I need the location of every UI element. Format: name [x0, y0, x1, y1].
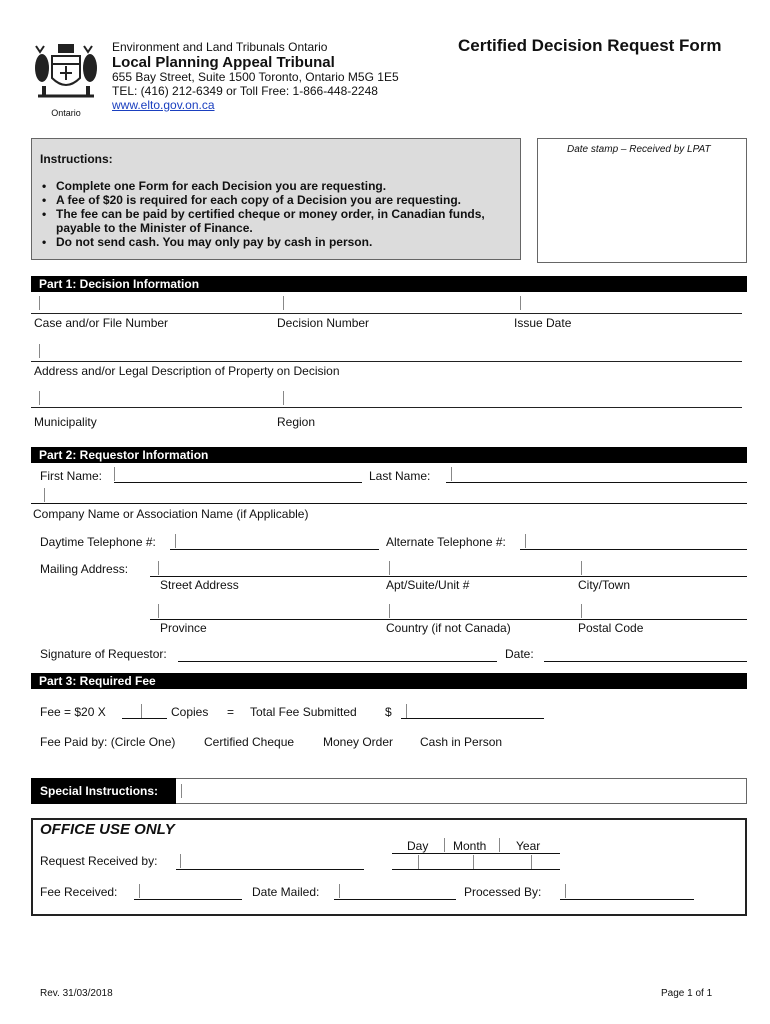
total-fee-cursor: [406, 704, 407, 718]
part1-row2-line: [31, 361, 742, 362]
day-label: Day: [407, 839, 429, 853]
postal-cursor: [581, 604, 582, 618]
instruction-item: • Complete one Form for each Decision you are requesting.: [40, 179, 520, 193]
first-name-cursor: [114, 467, 115, 481]
copies-field[interactable]: [122, 718, 167, 719]
daytime-phone-cursor: [175, 534, 176, 548]
company-cursor: [44, 488, 45, 502]
request-received-cursor: [180, 854, 181, 868]
mailing-address-label: Mailing Address:: [40, 562, 129, 576]
instructions-list: [40, 179, 520, 249]
part2-title: Part 2: Requestor Information: [39, 448, 209, 462]
date-stamp-box: [537, 138, 747, 263]
region-label: Region: [277, 415, 316, 429]
equals-sign: =: [227, 705, 235, 719]
form-title: Certified Decision Request Form: [458, 36, 722, 55]
instruction-item: • The fee can be paid by certified cheque or money order, in Canadian funds, payable to the Minister of Finance.: [40, 207, 520, 235]
mailing-address-line1[interactable]: [150, 576, 747, 577]
part3-title: Part 3: Required Fee: [39, 674, 156, 688]
date-divider-2: [499, 838, 500, 852]
province-cursor: [158, 604, 159, 618]
instruction-item: • Do not send cash. You may only pay by cash in person.: [40, 235, 520, 249]
alternate-phone-label: Alternate Telephone #:: [386, 535, 506, 549]
month-label: Month: [453, 839, 487, 853]
special-instructions-cursor: [181, 784, 182, 798]
day-cursor: [418, 855, 419, 869]
processed-by-cursor: [565, 884, 566, 898]
organization-name: Environment and Land Tribunals Ontario: [112, 40, 328, 54]
issue-date-label: Issue Date: [514, 316, 572, 330]
special-instructions-label: Special Instructions:: [40, 784, 159, 798]
company-field[interactable]: [31, 503, 747, 504]
request-received-label: Request Received by:: [40, 854, 158, 868]
option-certified-cheque[interactable]: Certified Cheque: [204, 735, 295, 749]
page-number: Page 1 of 1: [661, 988, 713, 999]
signature-field[interactable]: [178, 661, 497, 662]
case-file-field[interactable]: [39, 296, 40, 310]
daytime-phone-label: Daytime Telephone #:: [40, 535, 156, 549]
country-label: Country (if not Canada): [386, 621, 511, 635]
date-received-field[interactable]: [392, 869, 560, 870]
mailing-address-line2[interactable]: [150, 619, 747, 620]
total-fee-label: Total Fee Submitted: [250, 705, 357, 719]
special-instructions-label-box: [31, 778, 176, 804]
fee-received-cursor: [139, 884, 140, 898]
year-cursor: [531, 855, 532, 869]
processed-by-field[interactable]: [560, 899, 694, 900]
office-use-title: OFFICE USE ONLY: [40, 821, 175, 838]
daytime-phone-field[interactable]: [170, 549, 379, 550]
part1-row3-line: [31, 407, 742, 408]
month-cursor: [473, 855, 474, 869]
city-label: City/Town: [578, 578, 631, 592]
tribunal-name: Local Planning Appeal Tribunal: [112, 54, 335, 71]
part1-title: Part 1: Decision Information: [39, 277, 200, 291]
fee-paid-by-label: Fee Paid by: (Circle One): [40, 735, 176, 749]
copies-label: Copies: [171, 705, 209, 719]
street-address-label: Street Address: [160, 578, 239, 592]
part1-header: [31, 276, 747, 292]
company-label: Company Name or Association Name (if Applicable): [33, 507, 309, 521]
instruction-item: • A fee of $20 is required for each copy of a Decision you are requesting.: [40, 193, 520, 207]
total-fee-field[interactable]: [401, 718, 544, 719]
date-label: Date:: [505, 647, 534, 661]
fee-received-label: Fee Received:: [40, 885, 118, 899]
part3-header: [31, 673, 747, 689]
date-mailed-cursor: [339, 884, 340, 898]
date-mailed-field[interactable]: [334, 899, 456, 900]
option-money-order[interactable]: Money Order: [323, 735, 394, 749]
fee-received-field[interactable]: [134, 899, 242, 900]
website-link[interactable]: www.elto.gov.on.ca: [112, 98, 215, 112]
alternate-phone-cursor: [525, 534, 526, 548]
date-mailed-label: Date Mailed:: [252, 885, 320, 899]
first-name-label: First Name:: [40, 469, 103, 483]
part2-header: [31, 447, 747, 463]
address-description-field[interactable]: [39, 344, 40, 358]
case-file-label: Case and/or File Number: [34, 316, 169, 330]
first-name-field[interactable]: [114, 482, 362, 483]
issue-date-field[interactable]: [520, 296, 521, 310]
street-address-cursor: [158, 561, 159, 575]
date-header-line: [392, 853, 560, 854]
decision-number-field[interactable]: [283, 296, 284, 310]
postal-code-label: Postal Code: [578, 621, 644, 635]
instructions-heading: Instructions:: [40, 152, 113, 166]
last-name-field[interactable]: [446, 482, 747, 483]
tribunal-address: [112, 70, 399, 98]
last-name-cursor: [451, 467, 452, 481]
decision-number-label: Decision Number: [277, 316, 370, 330]
dollar-sign: $: [385, 705, 392, 719]
processed-by-label: Processed By:: [464, 885, 542, 899]
address-description-label: Address and/or Legal Description of Property on Decision: [34, 364, 340, 378]
alternate-phone-field[interactable]: [520, 549, 747, 550]
ontario-coat-of-arms-logo: [30, 38, 102, 120]
fee-label: Fee = $20 X: [40, 705, 106, 719]
municipality-field[interactable]: [39, 391, 40, 405]
municipality-label: Municipality: [34, 415, 97, 429]
last-name-label: Last Name:: [369, 469, 431, 483]
revision-date: Rev. 31/03/2018: [40, 988, 113, 999]
part1-row1-line: [31, 313, 742, 314]
option-cash-in-person[interactable]: Cash in Person: [420, 735, 503, 749]
region-field[interactable]: [283, 391, 284, 405]
request-received-field[interactable]: [176, 869, 364, 870]
year-label: Year: [516, 839, 541, 853]
apt-label: Apt/Suite/Unit #: [386, 578, 470, 592]
copies-cursor: [141, 704, 142, 718]
street-address-text: 655 Bay Street, Suite 1500 Toronto, Ontario M5G 1E5: [112, 70, 399, 84]
phone-text: TEL: (416) 212-6349 or Toll Free: 1-866-448-2248: [112, 84, 378, 98]
date-stamp-label: Date stamp – Received by LPAT: [567, 144, 711, 155]
logo-text: Ontario: [51, 108, 81, 118]
province-label: Province: [160, 621, 207, 635]
date-field[interactable]: [544, 661, 747, 662]
city-cursor: [581, 561, 582, 575]
apt-cursor: [389, 561, 390, 575]
signature-label: Signature of Requestor:: [40, 647, 167, 661]
country-cursor: [389, 604, 390, 618]
date-divider-1: [444, 838, 445, 852]
